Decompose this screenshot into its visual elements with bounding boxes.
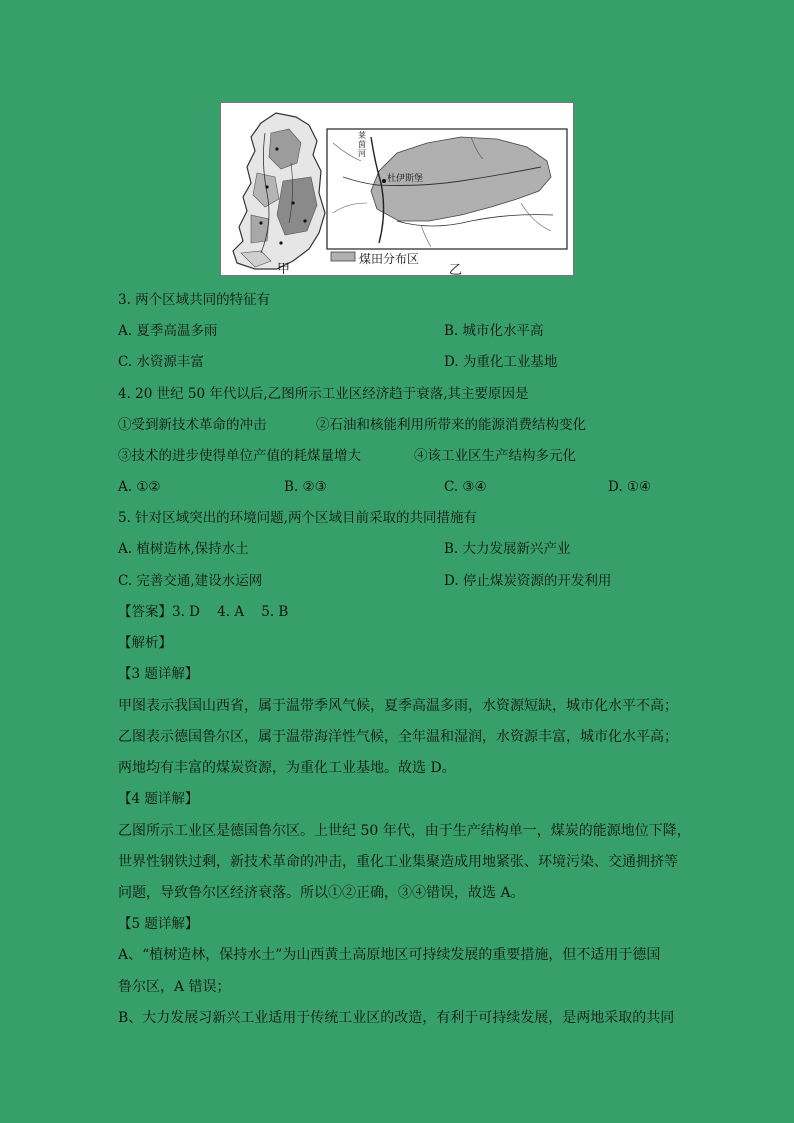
q4-option-d: D. ①④ [608, 479, 652, 495]
q3-option-c: C. 水资源丰富 [118, 354, 204, 370]
shanxi-map [233, 113, 325, 269]
detail-3-line: 甲图表示我国山西省，属于温带季风气候，夏季高温多雨，水资源短缺，城市化水平不高； [118, 698, 678, 714]
q3-option-d: D. 为重化工业基地 [444, 354, 558, 370]
q3-option-b: B. 城市化水平高 [444, 323, 544, 339]
analysis-header: 【解析】 [118, 635, 172, 651]
q4-stem: 4. 20 世纪 50 年代以后,乙图所示工业区经济趋于衰落,其主要原因是 [118, 386, 529, 402]
q4-statement-4: ④该工业区生产结构多元化 [414, 448, 576, 464]
river-label [358, 131, 366, 158]
city-label: 杜伊斯堡 [387, 174, 424, 184]
legend-label: 煤田分布区 [359, 252, 420, 266]
q5-option-a: A. 植树造林,保持水土 [118, 541, 249, 557]
label-jia: 甲 [277, 262, 291, 277]
q4-option-c: C. ③④ [444, 479, 487, 495]
q5-stem: 5. 针对区域突出的环境问题,两个区域目前采取的共同措施有 [118, 510, 477, 526]
answer-line: 【答案】3. D 4. A 5. B [118, 604, 289, 620]
q5-option-b: B. 大力发展新兴产业 [444, 541, 571, 557]
q4-option-a: A. ①② [118, 479, 161, 495]
q3-stem: 3. 两个区域共同的特征有 [118, 292, 271, 308]
river-label-char: 河 [358, 149, 366, 158]
q4-statement-3: ③技术的进步使得单位产值的耗煤量增大 [118, 448, 361, 464]
river-label-char: 莱 [358, 131, 366, 140]
river-label-char: 茵 [358, 140, 366, 149]
detail-3-line: 乙图表示德国鲁尔区，属于温带海洋性气候，全年温和湿润，水资源丰富，城市化水平高； [118, 729, 678, 745]
map-figure [220, 102, 574, 276]
detail-5-line: 鲁尔区，A 错误； [118, 979, 231, 995]
q3-option-a: A. 夏季高温多雨 [118, 323, 218, 339]
detail-5-header: 【5 题详解】 [118, 916, 199, 932]
q4-option-b: B. ②③ [284, 479, 327, 495]
detail-4-header: 【4 题详解】 [118, 791, 199, 807]
detail-3-header: 【3 题详解】 [118, 666, 199, 682]
detail-5-line: B、大力发展习新兴工业适用于传统工业区的改造，有利于可持续发展，是两地采取的共同 [118, 1010, 675, 1026]
detail-4-line: 世界性钢铁过剩，新技术革命的冲击，重化工业集聚造成用地紧张、环境污染、交通拥挤等 [118, 854, 678, 870]
q4-statement-1: ①受到新技术革命的冲击 [118, 417, 267, 433]
label-yi: 乙 [449, 263, 463, 278]
detail-5-line: A、“植树造林，保持水土”为山西黄土高原地区可持续发展的重要措施，但不适用于德国 [118, 947, 661, 963]
detail-3-line: 两地均有丰富的煤炭资源，为重化工业基地。故选 D。 [118, 760, 456, 776]
q5-option-c: C. 完善交通,建设水运网 [118, 573, 263, 589]
detail-4-line: 问题，导致鲁尔区经济衰落。所以①②正确，③④错误，故选 A。 [118, 885, 525, 901]
detail-4-line: 乙图所示工业区是德国鲁尔区。上世纪 50 年代，由于生产结构单一，煤炭的能源地位下降， [118, 823, 691, 839]
q4-statement-2: ②石油和核能利用所带来的能源消费结构变化 [316, 417, 586, 433]
q5-option-d: D. 停止煤炭资源的开发利用 [444, 573, 612, 589]
